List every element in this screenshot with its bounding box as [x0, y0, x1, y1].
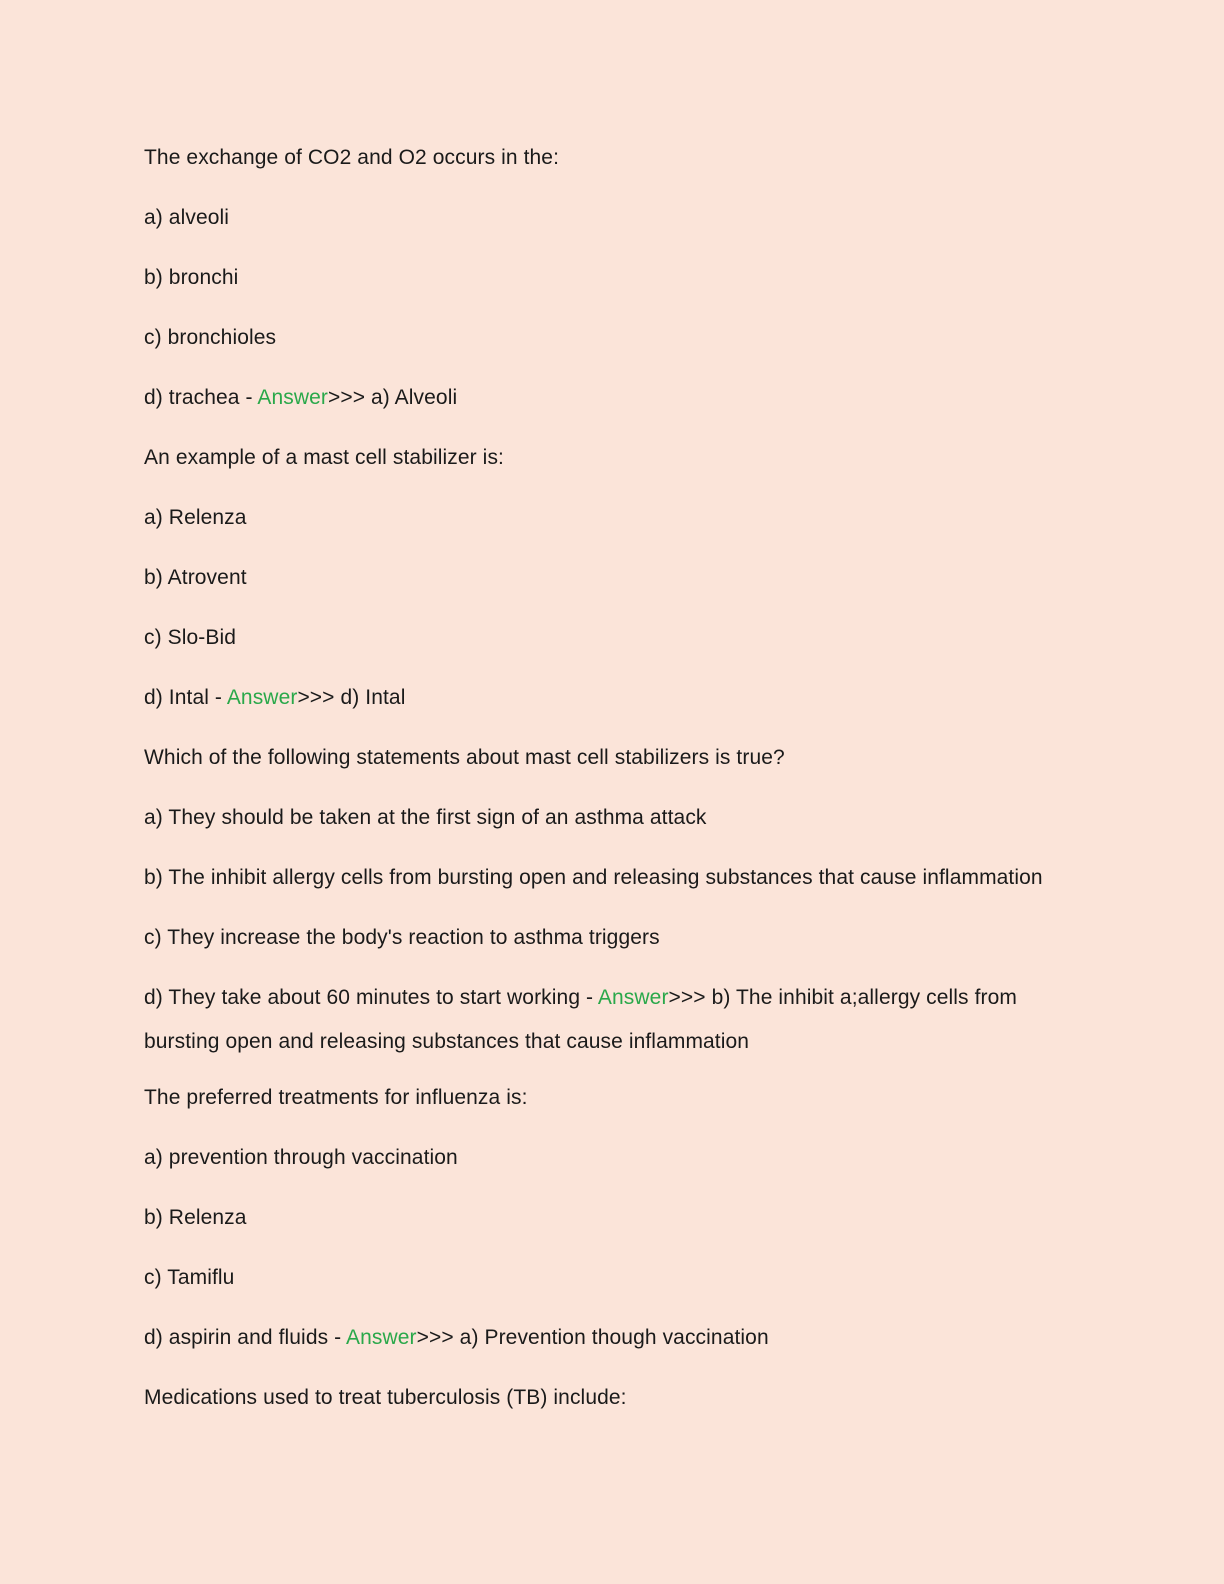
option-d: d) trachea -	[144, 386, 258, 409]
option-d: d) They take about 60 minutes to start working -	[144, 986, 598, 1009]
option-c: c) bronchioles	[144, 326, 277, 349]
option-a: a) alveoli	[144, 206, 230, 229]
option-a: a) prevention through vaccination	[144, 1146, 458, 1169]
document-page	[144, 140, 1084, 1440]
question-text: The preferred treatments for influenza is:	[144, 1086, 528, 1109]
option-b: b) bronchi	[144, 266, 239, 289]
option-d-with-answer	[144, 680, 1084, 716]
answer-text: >>> a) Prevention though vaccination	[416, 1326, 769, 1349]
answer-text: >>> d) Intal	[297, 686, 406, 709]
option-d-with-answer	[144, 1320, 1084, 1356]
question-text: The exchange of CO2 and O2 occurs in the:	[144, 146, 560, 169]
option-b: b) Relenza	[144, 1206, 247, 1229]
answer-text: >>> a) Alveoli	[327, 386, 458, 409]
answer-text: >>> b) The inhibit a;allergy cells from bursting open and releasing substances that cause inflammation	[144, 986, 1023, 1053]
question-text: Which of the following statements about mast cell stabilizers is true?	[144, 746, 785, 769]
option-a: a) They should be taken at the first sign of an asthma attack	[144, 806, 707, 829]
answer-label: Answer	[346, 1326, 417, 1349]
option-d-with-answer	[144, 380, 1084, 416]
option-c: c) They increase the body's reaction to asthma triggers	[144, 926, 660, 949]
question-text: Medications used to treat tuberculosis (TB) include:	[144, 1386, 627, 1409]
option-d-with-answer	[144, 976, 1084, 1064]
answer-label: Answer	[226, 686, 298, 709]
option-d: d) Intal -	[144, 686, 227, 709]
option-c: c) Tamiflu	[144, 1266, 235, 1289]
question-text: An example of a mast cell stabilizer is:	[144, 446, 504, 469]
answer-label: Answer	[257, 386, 328, 409]
option-b: b) Atrovent	[144, 566, 247, 589]
option-a: a) Relenza	[144, 506, 247, 529]
answer-label: Answer	[597, 986, 669, 1009]
option-d: d) aspirin and fluids -	[144, 1326, 347, 1349]
option-c: c) Slo-Bid	[144, 626, 237, 649]
option-b: b) The inhibit allergy cells from bursting open and releasing substances that cause inflammation	[144, 866, 1043, 889]
